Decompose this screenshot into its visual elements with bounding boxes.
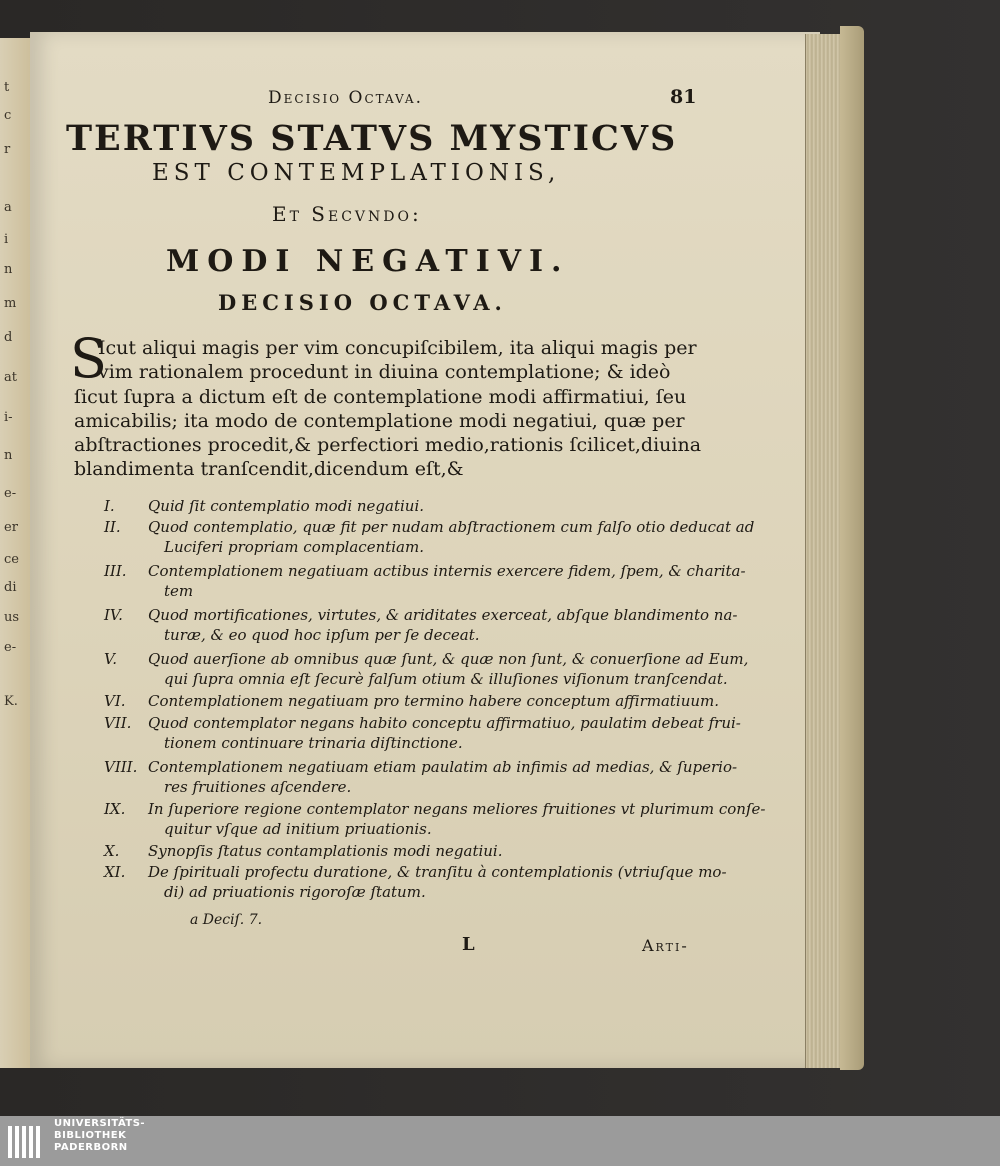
paragraph-line: abſtractiones procedit,& perfectiori medio,rationis ſcilicet,diuina (74, 434, 702, 456)
left-page-edge (0, 38, 31, 1068)
summary-item-text: turæ, & eo quod hoc ipſum per ſe deceat. (164, 626, 480, 644)
title-line-5: DECISIO OCTAVA. (218, 290, 507, 315)
left-page-fragment: t (4, 80, 10, 95)
page-fore-edge (805, 34, 844, 1068)
summary-item-number: V. (104, 650, 117, 668)
left-page-fragment: at (4, 370, 17, 385)
left-page-fragment: di (4, 580, 17, 595)
summary-item-number: III. (104, 562, 127, 580)
left-page-fragment: K. (4, 694, 18, 709)
left-page-fragment: i- (4, 410, 13, 425)
summary-item-text: di) ad priuationis rigoroſæ ſtatum. (164, 883, 426, 901)
summary-item-number: VII. (104, 714, 132, 732)
summary-item-text: qui ſupra omnia eſt ſecurè falſum otium & illuſiones viſionum tranſcendat. (164, 670, 728, 688)
book-cover-edge (840, 26, 864, 1070)
page-number: 81 (670, 86, 697, 108)
paragraph-line: Icut aliqui magis per vim concupiſcibilem, ita aliqui magis per (98, 337, 697, 359)
summary-item-text: Contemplationem negatiuam etiam paulatim ab infimis ad medias, & ſuperio- (148, 758, 738, 776)
summary-item-text: Synopſis ſtatus contamplationis modi negatiui. (148, 842, 503, 860)
summary-item-text: Contemplationem negatiuam actibus internis exercere fidem, ſpem, & charita- (148, 562, 746, 580)
left-page-fragment: er (4, 520, 18, 535)
footer-bar (0, 1116, 1000, 1166)
drop-cap: S (70, 327, 107, 390)
left-page-fragment: d (4, 330, 13, 345)
paragraph-line: blandimenta tranſcendit,dicendum eſt,& (74, 458, 464, 480)
paragraph-line: amicabilis; ita modo de contemplatione modi negatiui, quæ per (74, 410, 685, 432)
left-page-fragment: r (4, 142, 11, 157)
summary-item-text: Quod auerſione ab omnibus quæ ſunt, & quæ non ſunt, & conuerſione ad Eum, (148, 650, 749, 668)
summary-item-text: Luciferi propriam complacentiam. (164, 538, 424, 556)
summary-item-text: Quod contemplator negans habito conceptu affirmatiuo, paulatim debeat frui- (148, 714, 741, 732)
left-page-fragment: m (4, 296, 17, 311)
summary-item-text: De ſpirituali profectu duratione, & tranſitu à contemplationis (vtriuſque mo- (148, 863, 727, 881)
footer-institution-line-3: PADERBORN (54, 1142, 128, 1153)
summary-item-text: Quod contemplatio, quæ fit per nudam abſtractionem cum falſo otio deducat ad (148, 518, 755, 536)
title-line-1: TERTIVS STATVS MYSTICVS (66, 118, 678, 159)
paragraph-line: vim rationalem procedunt in diuina contemplatione; & ideò (98, 361, 671, 383)
title-line-4: MODI NEGATIVI. (166, 244, 570, 279)
summary-item-number: VI. (104, 692, 126, 710)
summary-item-number: II. (104, 518, 121, 536)
left-page-fragment: ce (4, 552, 19, 567)
catchword: Arti- (642, 936, 689, 955)
summary-item-text: res fruitiones aſcendere. (164, 778, 352, 796)
summary-item-text: Quid ſit contemplatio modi negatiui. (148, 497, 425, 515)
summary-item-text: Quod mortificationes, virtutes, & ariditates exerceat, abſque blandimento na- (148, 606, 738, 624)
summary-item-text: tem (164, 582, 194, 600)
title-line-2: EST CONTEMPLATIONIS, (152, 160, 561, 186)
summary-item-text: tionem continuare trinaria diſtinctione. (164, 734, 463, 752)
left-page-fragment: c (4, 108, 12, 123)
left-page-fragment: e- (4, 640, 17, 655)
title-line-3: Et Secvndo: (272, 202, 422, 226)
summary-item-number: X. (104, 842, 120, 860)
footnote: a Deciſ. 7. (190, 912, 263, 928)
left-page-fragment: n (4, 262, 13, 277)
left-page-fragment: us (4, 610, 20, 625)
summary-item-text: quitur vſque ad initium priuationis. (164, 820, 432, 838)
summary-item-text: Contemplationem negatiuam pro termino habere conceptum affirmatiuum. (148, 692, 720, 710)
library-logo-icon (6, 1122, 44, 1162)
paragraph-line: ſicut ſupra a dictum eſt de contemplatione modi affirmatiui, ſeu (74, 386, 687, 408)
summary-item-number: XI. (104, 863, 126, 881)
running-head: Decisio Octava. (268, 88, 423, 108)
left-page-fragment: i (4, 232, 9, 247)
summary-item-number: IX. (104, 800, 126, 818)
book-page (30, 32, 820, 1068)
summary-item-number: VIII. (104, 758, 138, 776)
left-page-fragment: e- (4, 486, 17, 501)
summary-item-text: In ſuperiore regione contemplator negans meliores fruitiones vt plurimum conſe- (148, 800, 766, 818)
left-page-fragment: a (4, 200, 12, 215)
summary-item-number: IV. (104, 606, 123, 624)
left-page-fragment: n (4, 448, 13, 463)
signature-mark: L (462, 934, 475, 955)
footer-institution-line-1: UNIVERSITÄTS- (54, 1118, 146, 1129)
footer-institution-line-2: BIBLIOTHEK (54, 1130, 127, 1141)
summary-item-number: I. (104, 497, 115, 515)
